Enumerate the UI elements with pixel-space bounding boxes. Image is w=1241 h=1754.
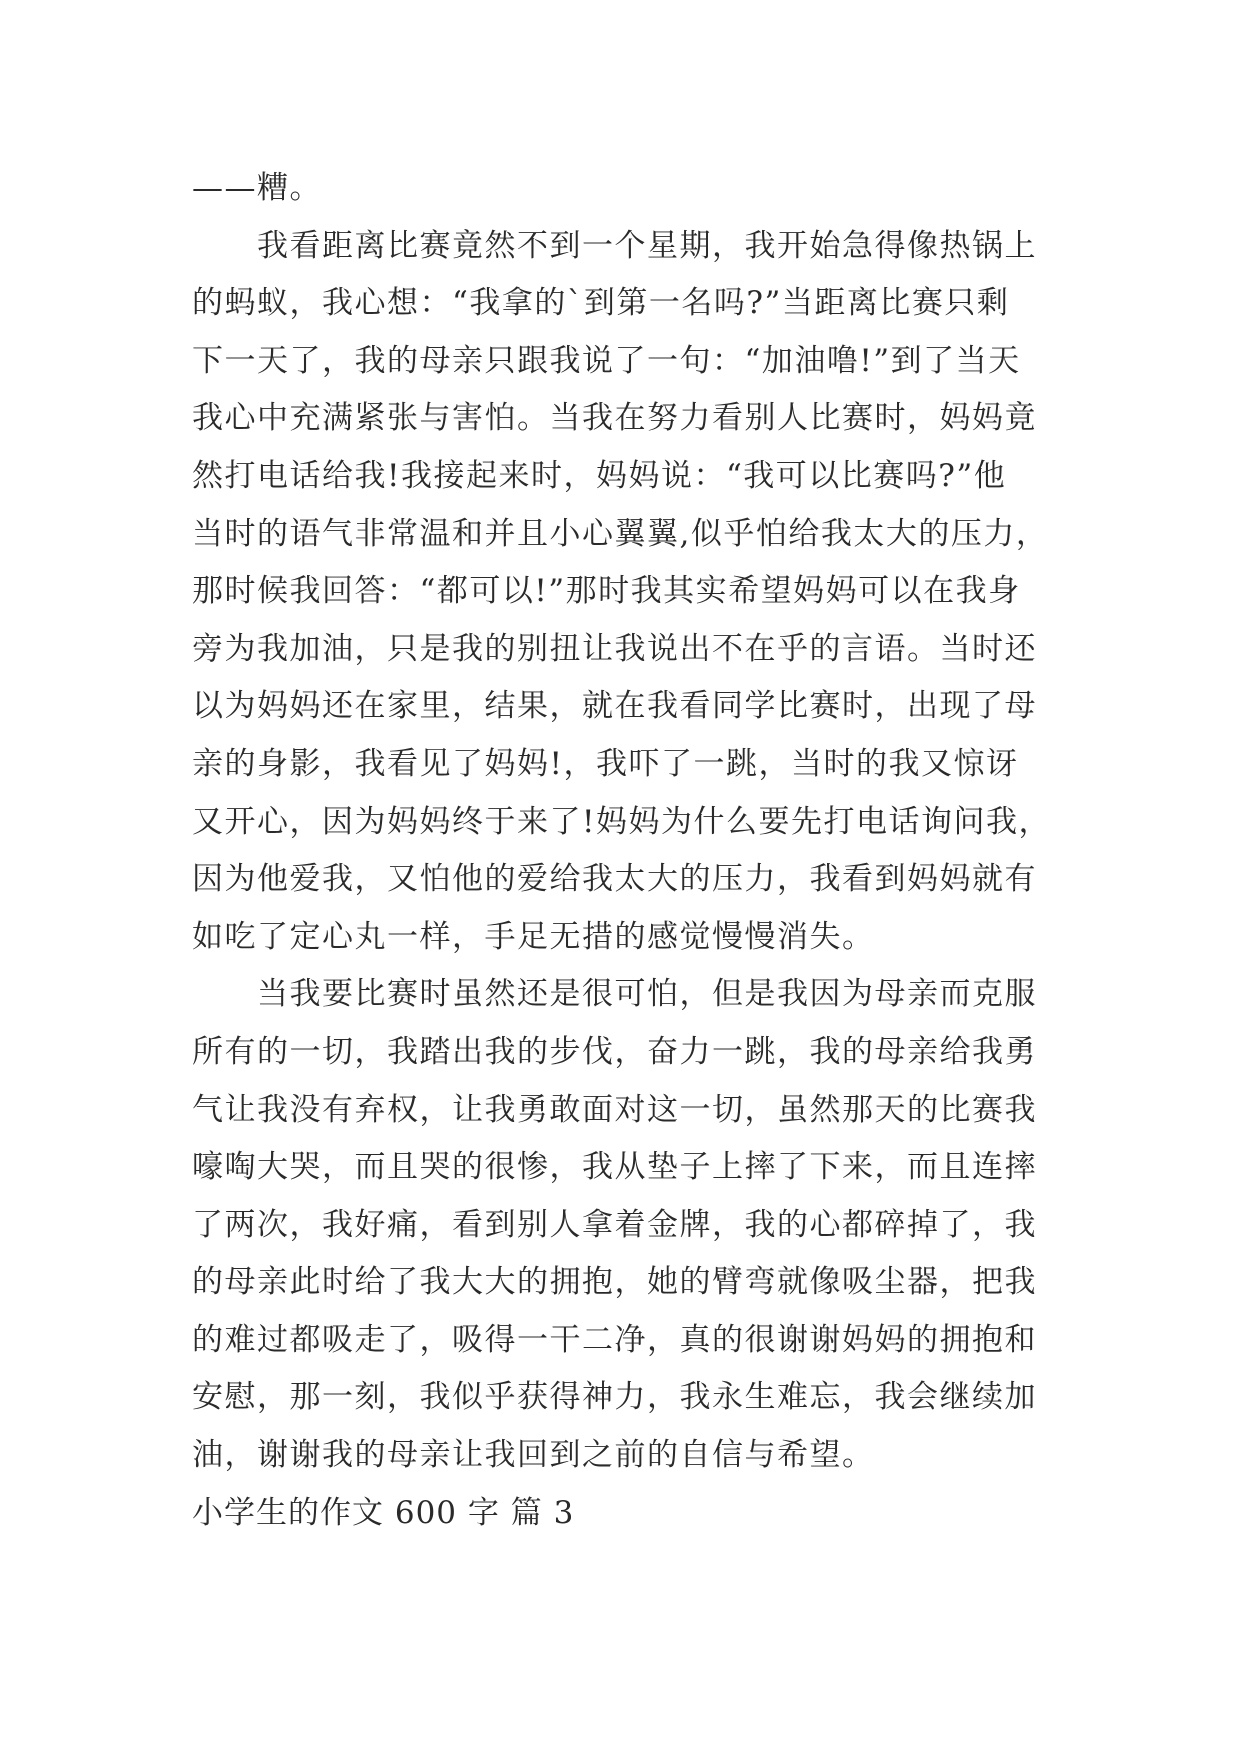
text-line: 我看距离比赛竟然不到一个星期，我开始急得像热锅上 xyxy=(192,227,1037,264)
text-line: 气让我没有弃权，让我勇敢面对这一切，虽然那天的比赛我 xyxy=(192,1091,1037,1128)
text-line: 油，谢谢我的母亲让我回到之前的自信与希望。 xyxy=(192,1437,875,1474)
text-line: 以为妈妈还在家里，结果，就在我看同学比赛时，出现了母 xyxy=(192,688,1037,725)
text-line: 当时的语气非常温和并且小心翼翼,似乎怕给我太大的压力， xyxy=(192,515,1049,552)
text-line: 旁为我加油，只是我的别扭让我说出不在乎的言语。当时还 xyxy=(192,630,1037,667)
text-line: 安慰，那一刻，我似乎获得神力，我永生难忘，我会继续加 xyxy=(192,1379,1037,1416)
text-line: 又开心，因为妈妈终于来了!妈妈为什么要先打电话询问我， xyxy=(192,803,1051,840)
text-line: 的蚂蚁，我心想：“我拿的`到第一名吗?”当距离比赛只剩 xyxy=(192,285,1010,322)
section-heading: 小学生的作文 600 字 篇 3 xyxy=(192,1494,575,1531)
text-line: 我心中充满紧张与害怕。当我在努力看别人比赛时，妈妈竟 xyxy=(192,400,1037,437)
essay-body xyxy=(192,160,1052,1542)
text-line: ——糟。 xyxy=(192,170,322,206)
text-line: 所有的一切，我踏出我的步伐，奋力一跳，我的母亲给我勇 xyxy=(192,1033,1037,1070)
text-line: 当我要比赛时虽然还是很可怕，但是我因为母亲而克服 xyxy=(192,976,1037,1013)
text-line: 的母亲此时给了我大大的拥抱，她的臂弯就像吸尘器，把我 xyxy=(192,1264,1037,1301)
text-line: 亲的身影，我看见了妈妈!，我吓了一跳，当时的我又惊讶 xyxy=(192,745,1019,782)
text-line: 因为他爱我，又怕他的爱给我太大的压力，我看到妈妈就有 xyxy=(192,861,1037,898)
text-line: 那时候我回答：“都可以!”那时我其实希望妈妈可以在我身 xyxy=(192,573,1021,610)
text-line: 了两次，我好痛，看到别人拿着金牌，我的心都碎掉了，我 xyxy=(192,1206,1037,1243)
text-line: 如吃了定心丸一样，手足无措的感觉慢慢消失。 xyxy=(192,918,875,955)
text-line: 然打电话给我!我接起来时，妈妈说：“我可以比赛吗?”他 xyxy=(192,457,1007,494)
text-line: 的难过都吸走了，吸得一干二净，真的很谢谢妈妈的拥抱和 xyxy=(192,1321,1037,1358)
text-line: 嚎啕大哭，而且哭的很惨，我从垫子上摔了下来，而且连摔 xyxy=(192,1149,1037,1186)
text-line: 下一天了，我的母亲只跟我说了一句：“加油噜!”到了当天 xyxy=(192,342,1021,379)
